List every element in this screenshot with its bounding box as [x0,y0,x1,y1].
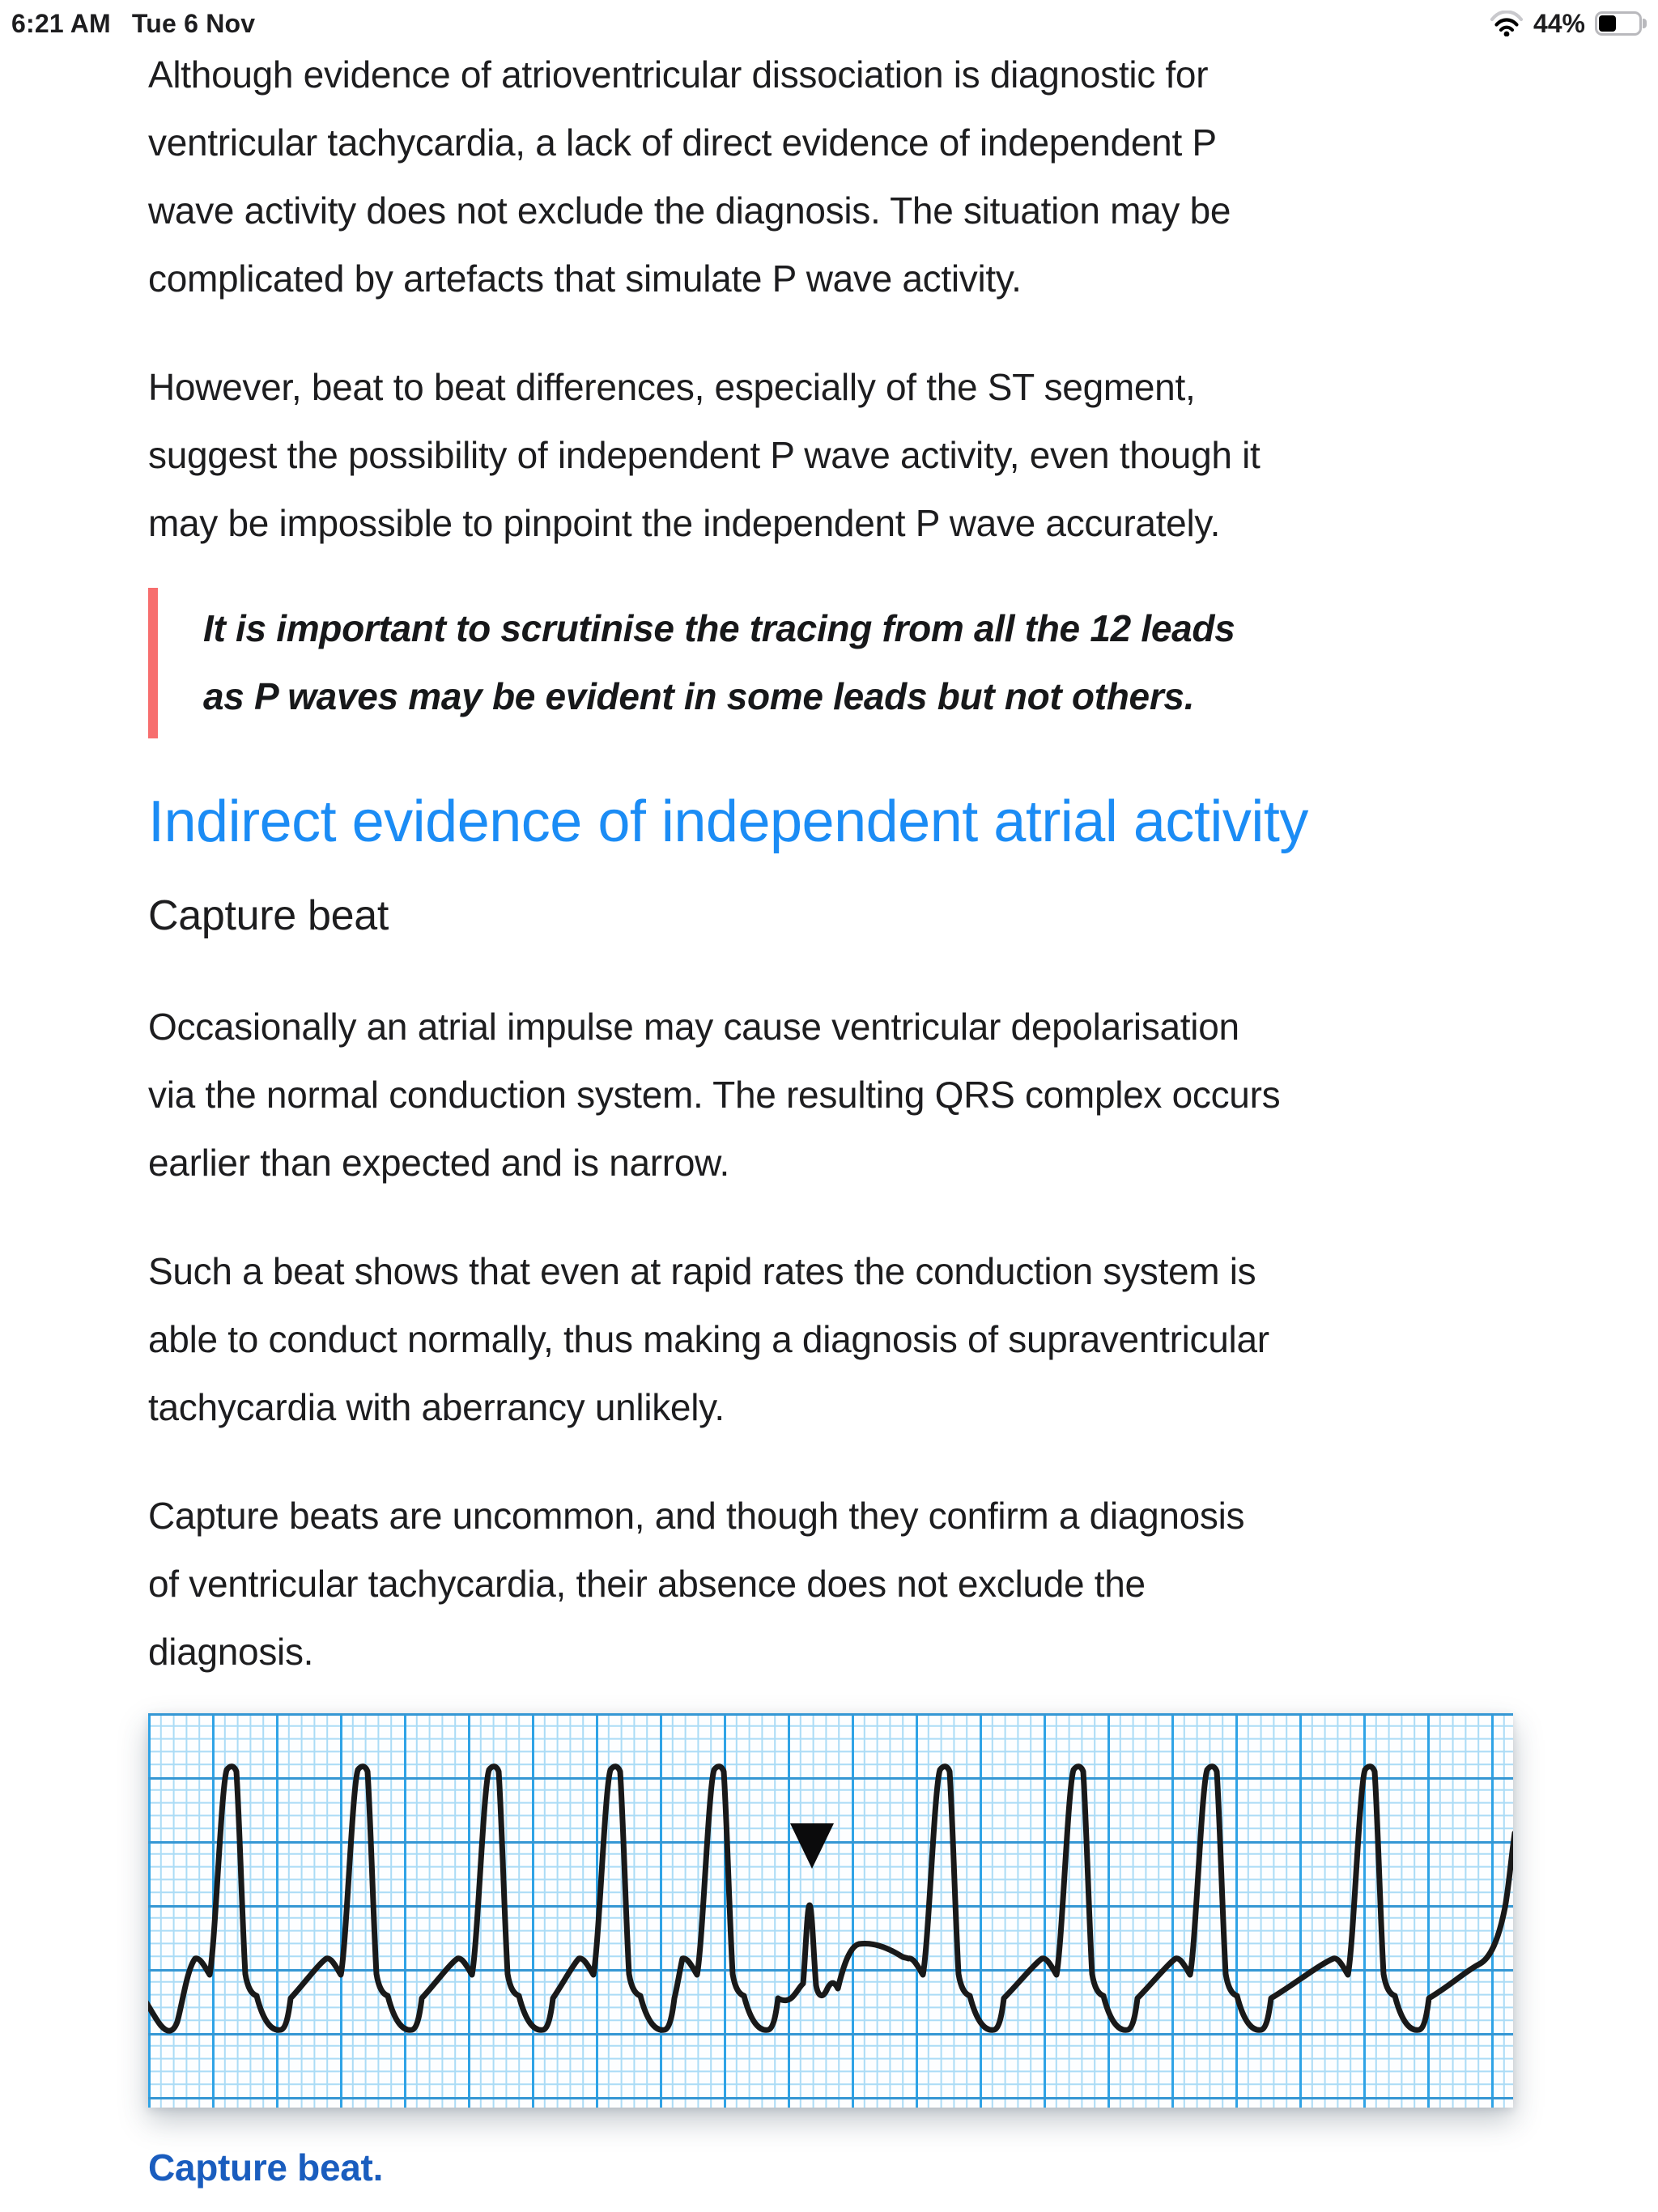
figure-caption: Capture beat. [148,2146,384,2189]
paragraph: Capture beats are uncommon, and though they confirm a diagnosis of ventricular tachycardia, their absence does not exclude the diagnosis. [148,1495,1245,1673]
battery-percent: 44% [1533,8,1585,38]
battery-icon [1595,11,1647,36]
paragraph: Occasionally an atrial impulse may cause ventricular depolarisation via the normal conduction system. The resulting QRS complex occurs earlier than expected and is narrow. [148,1006,1281,1184]
status-time: 6:21 AM [11,8,111,38]
ecg-grid-paper [148,1713,1513,2108]
key-point-blockquote [148,588,1513,738]
section-heading: Indirect evidence of independent atrial activity [148,789,1308,854]
paragraph: Such a beat shows that even at rapid rates the conduction system is able to conduct normally, thus making a diagnosis of supraventricular tachycardia with aberrancy unlikely. [148,1250,1269,1428]
ecg-figure[interactable] [148,1713,1513,2190]
status-bar [0,0,1658,42]
sub-heading: Capture beat [148,892,389,939]
article-page [0,40,1658,2190]
paragraph: However, beat to beat differences, especially of the ST segment, suggest the possibility of independent P wave activity, even though it may be impossible to pinpoint the independent P wave accurately. [148,366,1261,544]
status-date: Tue 6 Nov [131,8,256,38]
wifi-icon [1490,11,1524,36]
paragraph: Although evidence of atrioventricular dissociation is diagnostic for ventricular tachycardia, a lack of direct evidence of independent P wave activity does not exclude the diagnosis. The situation may be complicated by artefacts that simulate P wave activity. [148,53,1231,300]
blockquote-text: It is important to scrutinise the tracing from all the 12 leads as P waves may be evident in some leads but not others. [203,607,1235,717]
ecg-strip-image[interactable] [148,1713,1513,2108]
